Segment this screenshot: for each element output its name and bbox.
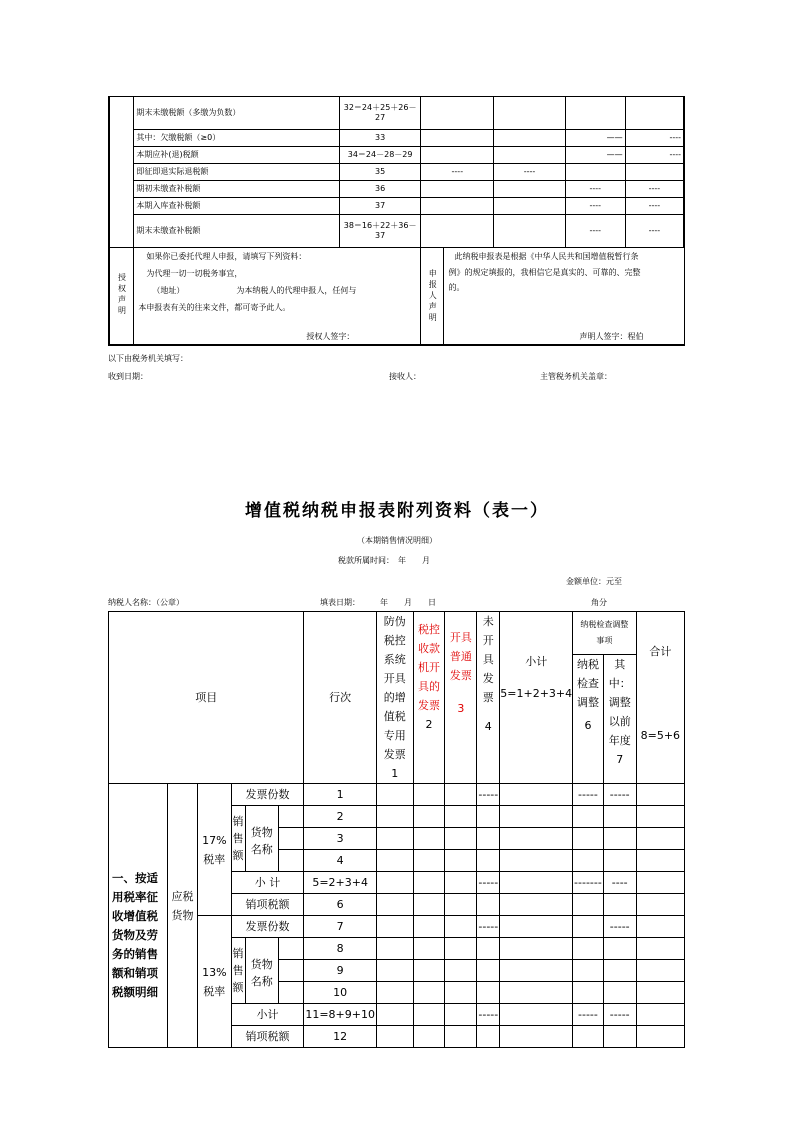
header-c2: 税控收款机开具的发票 2: [413, 612, 445, 784]
goods-name-13: 货物名称: [245, 938, 278, 1004]
header-c7: 其中：调整以前年度 7: [603, 655, 636, 784]
goods-name-17: 货物名称: [245, 806, 278, 872]
header-c8: 合计 8=5+6: [636, 612, 684, 784]
tax-office-note: 以下由税务机关填写：: [108, 354, 188, 363]
header-item: 项目: [109, 612, 304, 784]
authorization-text: 如果你已委托代理人申报，请填写下列资料： 为代理一切一切税务事宜， （地址） 为本纳税人的代理申报人，任何与 本申报表有关的往来文件，都可寄予此人。 授权人签字：: [134, 248, 421, 346]
table-row: 本期应补(退)税额 34＝24－28－29 —— ----: [109, 147, 684, 164]
section-label: 一、按适用税率征收增值税货物及劳务的销售额和销项税额明细: [109, 784, 168, 1048]
authorizer-signature: 授权人签字：: [306, 332, 355, 342]
table-row: 其中：欠缴税额（≥0） 33 —— ----: [109, 130, 684, 147]
declarant-label: 申报人声明: [428, 268, 438, 324]
taxable-goods: 应税货物: [168, 784, 198, 1048]
taxpayer-name: 纳税人名称：（公章）: [108, 598, 184, 607]
rate-13: 13%税率: [198, 916, 231, 1048]
rate-17: 17%税率: [198, 784, 231, 916]
table-row: 13%税率 发票份数 7 ----- -----: [109, 916, 685, 938]
table-row: 3: [109, 828, 685, 850]
receiver: 接收人：: [389, 372, 421, 381]
table-row: 即征即退实际退税额 35 ---- ----: [109, 164, 684, 181]
tax-office-stamp: 主管税务机关盖章：: [540, 372, 612, 381]
sales-detail-table: [108, 611, 685, 1048]
table-row: 小计 11=8+9+10 ----- ----- -----: [109, 1004, 685, 1026]
fill-date: 填表日期： 年 月 日: [320, 598, 436, 607]
receive-date: 收到日期：: [108, 372, 148, 381]
table-row: 4: [109, 850, 685, 872]
authorization-label: 授权声明: [117, 272, 127, 317]
header-line: 行次: [304, 612, 376, 784]
table-row: 期末未缴查补税额 38＝16＋22＋36－37 ---- ----: [109, 215, 684, 248]
form-title: 增值税纳税申报表附列资料（表一）: [245, 501, 549, 521]
table-header-row: [109, 612, 685, 655]
form-subtitle: （本期销售情况明细）: [357, 536, 437, 545]
table-row: 销售额 货物名称 2: [109, 806, 685, 828]
table-row: 期初未缴查补税额 36 ---- ----: [109, 181, 684, 198]
table-row: 小 计 5=2+3+4 ----- ------- ----: [109, 872, 685, 894]
header-c1: 防伪税控系统开具的增值税专用发票 1: [376, 612, 413, 784]
header-adjustment: 纳税检查调整事项: [573, 612, 637, 655]
header-c4: 未开具发票 4: [477, 612, 500, 784]
jiao-fen: 角分: [591, 598, 607, 607]
sales-amount-17: 销售额: [231, 806, 245, 872]
header-c3: 开具普通发票 3: [445, 612, 477, 784]
header-c6: 纳税检查调整 6: [573, 655, 604, 784]
table-row: 销项税额 6: [109, 894, 685, 916]
table-row: 本期入库查补税额 37 ---- ----: [109, 198, 684, 215]
tax-period: 税款所属时间： 年 月: [338, 556, 430, 565]
header-c5: 小计 5=1+2+3+4: [500, 612, 573, 784]
currency-unit: 金额单位：元至: [566, 577, 622, 586]
table-row: 销项税额 12: [109, 1026, 685, 1048]
table-row: 期末未缴税额（多缴为负数） 32＝24＋25＋26－27: [109, 97, 684, 130]
sales-amount-13: 销售额: [231, 938, 245, 1004]
table-row: 9: [109, 960, 685, 982]
table-row: 一、按适用税率征收增值税货物及劳务的销售额和销项税额明细 应税货物 17%税率 发票份数 1 ----- ----- -----: [109, 784, 685, 806]
authorization-row: 授权声明 如果你已委托代理人申报，请填写下列资料： 为代理一切一切税务事宜， （地址） 为本纳税人的代理申报人，任何与 本申报表有关的往来文件，都可寄予此人。 授权人签字： 申报人声明 此纳税申报表是根据《中华人民共和国增值税暂行条 例》的规定填报的，我相信它是真实的、可靠的、完整 的。 声明人签字：程伯: [109, 248, 684, 346]
table-row: 10: [109, 982, 685, 1004]
top-declaration-table: [108, 96, 685, 346]
declarant-signature: 声明人签字：程伯: [579, 332, 644, 342]
table-row: 销售额 货物名称 8: [109, 938, 685, 960]
